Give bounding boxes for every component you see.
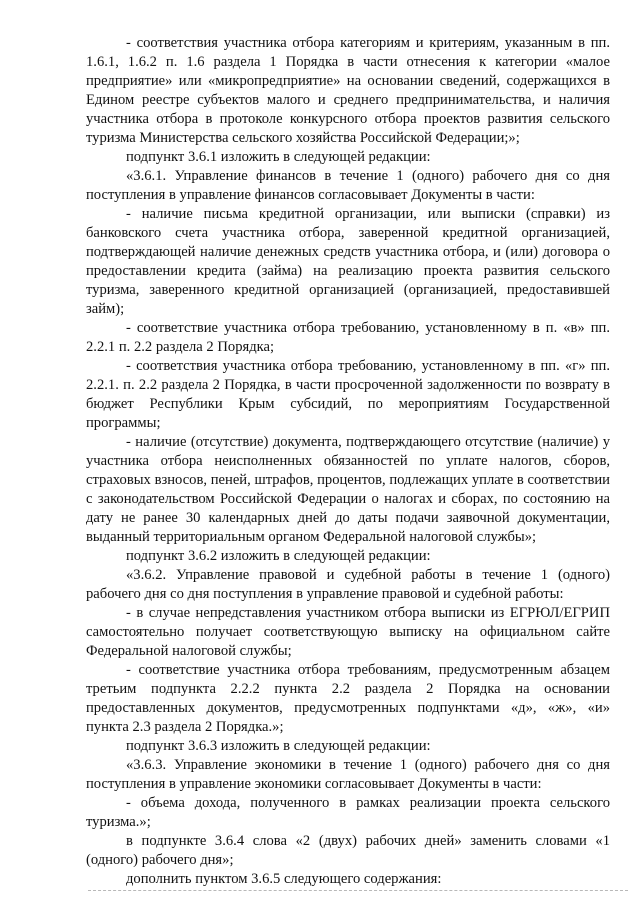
paragraph-credit-letter: - наличие письма кредитной организации, или выписки (справки) из банковского счета участника отбора, заверенной кредитной организацией, подтверждающей наличие денежных средств участника отбора, и (или) договора о предоставлении кредита (займа) на реализацию проекта развития сельского туризма, заверенного кредитной организацией (организацией, предоставившей займ); — [86, 206, 610, 317]
paragraph-requirements-2-2-2: - соответствие участника отбора требованиям, предусмотренным абзацем третьим подпункта 2.2.2 пункта 2.2 раздела 2 Порядка на основании предоставленных документов, предусмотренных подпунктами «д», «ж», «и» пункта 2.3 раздела 2 Порядка.»; — [86, 662, 610, 735]
paragraph-3-6-3-economy: «3.6.3. Управление экономики в течение 1 (одного) рабочего дня со дня поступления в управление экономики согласовывает Документы в части: — [86, 757, 610, 792]
paragraph-amend-3-6-3: подпункт 3.6.3 изложить в следующей редакции: — [126, 738, 431, 754]
paragraph-add-3-6-5: дополнить пунктом 3.6.5 следующего содержания: — [126, 871, 442, 887]
paragraph-tax-document: - наличие (отсутствие) документа, подтверждающего отсутствие (наличие) у участника отбора неисполненных обязанностей по уплате налогов, сборов, страховых взносов, пеней, штрафов, процентов, подлежащих уплате в соответствии с законодательством Российской Федерации о налогах и сборах, по состоянию на дату не ранее 30 календарных дней до даты подачи заявочной документации, выданный территориальным органом Федеральной налоговой службы»; — [86, 434, 610, 545]
paragraph-amend-3-6-4: в подпункте 3.6.4 слова «2 (двух) рабочих дней» заменить словами «1 (одного) рабочего дня»; — [86, 833, 610, 868]
paragraph-requirement-g: - соответствия участника отбора требованию, установленному в пп. «г» пп. 2.2.1. п. 2.2 раздела 2 Порядка, в части просроченной задолженности по возврату в бюджет Республики Крым субсидий, по мероприятиям Государственной программы; — [86, 358, 610, 431]
document-page — [86, 34, 610, 889]
paragraph-egrul-extract: - в случае непредставления участником отбора выписки из ЕГРЮЛ/ЕГРИП самостоятельно получает соответствующую выписку на официальном сайте Федеральной налоговой службы; — [86, 605, 610, 659]
paragraph-3-6-1-finance: «3.6.1. Управление финансов в течение 1 (одного) рабочего дня со дня поступления в управление финансов согласовывает Документы в части: — [86, 168, 610, 203]
paragraph-criteria-compliance: - соответствия участника отбора категориям и критериям, указанным в пп. 1.6.1, 1.6.2 п. 1.6 раздела 1 Порядка в части отнесения к категории «малое предприятие» или «микропредприятие» на основании сведений, содержащихся в Едином реестре субъектов малого и среднего предпринимательства, и наличия участника отбора в протоколе конкурсного отбора проектов развития сельского туризма Министерства сельского хозяйства Российской Федерации;»; — [86, 35, 610, 146]
paragraph-3-6-2-legal: «3.6.2. Управление правовой и судебной работы в течение 1 (одного) рабочего дня со дня поступления в управление правовой и судебной работы: — [86, 567, 610, 602]
paragraph-requirement-v: - соответствие участника отбора требованию, установленному в п. «в» пп. 2.2.1 п. 2.2 раздела 2 Порядка; — [86, 320, 610, 355]
paragraph-amend-3-6-2: подпункт 3.6.2 изложить в следующей редакции: — [126, 548, 431, 564]
scan-edge-marks — [88, 890, 628, 895]
paragraph-amend-3-6-1: подпункт 3.6.1 изложить в следующей редакции: — [126, 149, 431, 165]
paragraph-income-volume: - объема дохода, полученного в рамках реализации проекта сельского туризма.»; — [86, 795, 610, 830]
